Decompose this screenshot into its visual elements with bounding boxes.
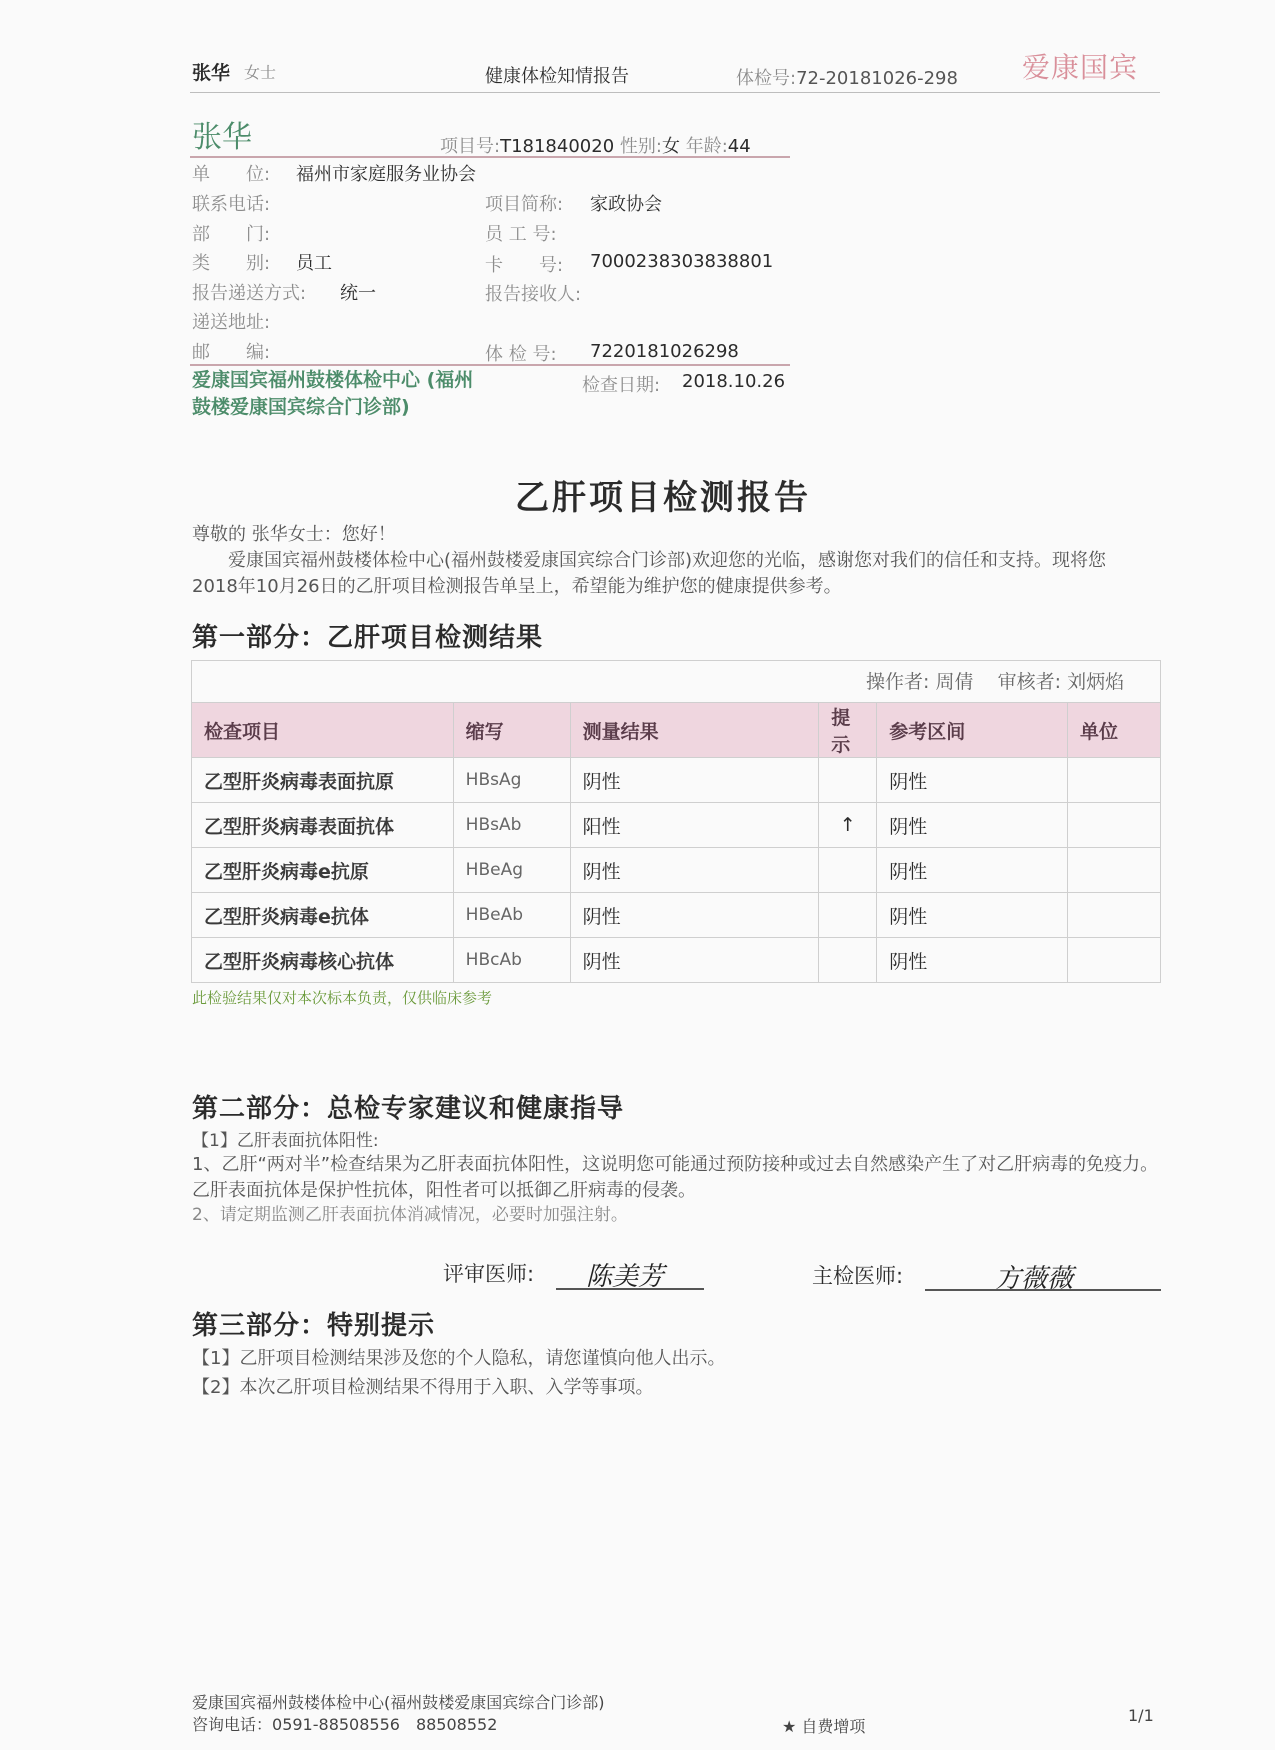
category-label: 类 别:	[192, 253, 271, 274]
card-no-label: 卡 号:	[485, 255, 564, 276]
header-exam-no	[736, 64, 958, 90]
table-row	[192, 848, 1161, 893]
col-ref: 参考区间	[877, 703, 1068, 758]
header-rule	[190, 92, 1160, 93]
row-hint-up-arrow: ↑	[819, 803, 877, 848]
operator-name: 周倩	[935, 671, 974, 693]
project-abbr-label: 项目简称:	[485, 194, 564, 215]
age: 44	[727, 136, 751, 157]
row-item: 乙型肝炎病毒核心抗体	[192, 938, 454, 983]
patient-name: 张华	[192, 120, 252, 155]
gender: 女	[661, 136, 680, 157]
section2-title: 第二部分：总检专家建议和健康指导	[192, 1094, 625, 1124]
unit-value: 福州市家庭服务业协会	[296, 164, 476, 185]
col-abbr: 缩写	[453, 703, 570, 758]
col-result: 测量结果	[570, 703, 819, 758]
exam-id-value: 7220181026298	[590, 341, 739, 362]
row-item: 乙型肝炎病毒表面抗原	[192, 758, 454, 803]
chief-doctor-label: 主检医师:	[812, 1264, 904, 1288]
table-header-row	[192, 703, 1161, 758]
reviewer-doctor-label: 评审医师:	[443, 1262, 535, 1286]
special-tip-1: 【1】乙肝项目检测结果涉及您的个人隐私，请您谨慎向他人出示。	[192, 1348, 726, 1369]
report-title: 乙肝项目检测报告	[515, 478, 811, 518]
greeting: 尊敬的 张华女士：您好！	[192, 524, 396, 545]
footer-center: 爱康国宾福州鼓楼体检中心(福州鼓楼爱康国宾综合门诊部)	[192, 1693, 605, 1712]
exam-id-label: 体 检 号:	[485, 344, 557, 365]
header-report-title: 健康体检知情报告	[485, 66, 629, 87]
row-abbr: HBeAg	[453, 848, 570, 893]
results-table	[191, 702, 1161, 983]
advice-heading: 【1】乙肝表面抗体阳性:	[192, 1131, 379, 1151]
row-result: 阳性	[570, 803, 819, 848]
table-row	[192, 893, 1161, 938]
reviewer-signature: 陈美芳	[586, 1262, 665, 1292]
reviewer-name: 刘炳焰	[1067, 671, 1125, 693]
row-abbr: HBsAb	[453, 803, 570, 848]
card-no-value: 7000238303838801	[590, 251, 774, 272]
page-number: 1/1	[1128, 1706, 1154, 1725]
row-unit	[1068, 848, 1161, 893]
patient-meta: 项目号:T181840020 性别:女 年龄:44	[440, 136, 751, 157]
brand-logo: 爱康国宾	[1022, 51, 1139, 84]
section1-title: 第一部分：乙肝项目检测结果	[192, 623, 544, 653]
header-salutation: 女士	[244, 63, 277, 82]
receiver-label: 报告接收人:	[485, 284, 582, 305]
table-row	[192, 758, 1161, 803]
row-unit	[1068, 938, 1161, 983]
row-result: 阴性	[570, 758, 819, 803]
delivery-value: 统一	[340, 283, 376, 304]
header-patient-name: 张华	[192, 62, 231, 84]
self-pay-note: ★ 自费增项	[782, 1717, 866, 1736]
delivery-label: 报告递送方式:	[192, 283, 307, 304]
col-unit: 单位	[1068, 703, 1161, 758]
row-unit	[1068, 758, 1161, 803]
patient-rule-top	[190, 156, 790, 158]
table-row	[192, 803, 1161, 848]
row-hint	[819, 848, 877, 893]
dept-label: 部 门:	[192, 224, 271, 245]
row-abbr: HBsAg	[453, 758, 570, 803]
chief-signature: 方薇薇	[995, 1264, 1074, 1294]
footer-phone-number: 0591-88508556 88508552	[272, 1715, 498, 1734]
intro-paragraph: 爱康国宾福州鼓楼体检中心(福州鼓楼爱康国宾综合门诊部)欢迎您的光临，感谢您对我们的信任和支持。现将您2018年10月26日的乙肝项目检测报告单呈上，希望能为维护您的健康提供参考。	[192, 550, 1107, 597]
row-ref: 阴性	[877, 758, 1068, 803]
row-item: 乙型肝炎病毒e抗体	[192, 893, 454, 938]
row-item: 乙型肝炎病毒表面抗体	[192, 803, 454, 848]
row-ref: 阴性	[877, 893, 1068, 938]
row-unit	[1068, 803, 1161, 848]
row-abbr: HBeAb	[453, 893, 570, 938]
phone-label: 联系电话:	[192, 194, 271, 215]
row-ref: 阴性	[877, 803, 1068, 848]
row-unit	[1068, 893, 1161, 938]
employee-no-label: 员 工 号:	[485, 224, 557, 245]
footer-phone: 咨询电话：0591-88508556 88508552	[192, 1715, 498, 1734]
address-label: 递送地址:	[192, 312, 271, 333]
postcode-label: 邮 编:	[192, 342, 271, 363]
section3-title: 第三部分：特别提示	[192, 1311, 436, 1341]
special-tip-2: 【2】本次乙肝项目检测结果不得用于入职、入学等事项。	[192, 1377, 654, 1398]
check-date-value: 2018.10.26	[682, 371, 786, 392]
header-exam-no-label: 体检号:	[736, 68, 797, 89]
row-abbr: HBcAb	[453, 938, 570, 983]
header-exam-no-value: 72-20181026-298	[796, 68, 958, 89]
disclaimer: 此检验结果仅对本次标本负责，仅供临床参考	[192, 989, 493, 1007]
advice-line-2: 2、请定期监测乙肝表面抗体消减情况，必要时加强注射。	[192, 1205, 628, 1225]
row-hint	[819, 893, 877, 938]
row-ref: 阴性	[877, 848, 1068, 893]
row-ref: 阴性	[877, 938, 1068, 983]
row-result: 阴性	[570, 938, 819, 983]
row-hint	[819, 758, 877, 803]
row-result: 阴性	[570, 848, 819, 893]
operator-info: 操作者: 周倩 审核者: 刘炳焰	[866, 671, 1125, 693]
table-row	[192, 938, 1161, 983]
col-item: 检查项目	[192, 703, 454, 758]
unit-label: 单 位:	[192, 164, 271, 185]
row-result: 阴性	[570, 893, 819, 938]
check-date-label: 检查日期:	[582, 375, 661, 396]
category-value: 员工	[296, 253, 332, 274]
row-item: 乙型肝炎病毒e抗原	[192, 848, 454, 893]
project-no: T181840020	[500, 136, 615, 157]
project-abbr-value: 家政协会	[590, 194, 662, 215]
col-hint: 提示	[819, 703, 877, 758]
row-hint	[819, 938, 877, 983]
center-name: 爱康国宾福州鼓楼体检中心 (福州鼓楼爱康国宾综合门诊部)	[192, 369, 474, 418]
advice-line-1: 1、乙肝“两对半”检查结果为乙肝表面抗体阳性，这说明您可能通过预防接种或过去自然感染产生了对乙肝病毒的免疫力。乙肝表面抗体是保护性抗体，阳性者可以抵御乙肝病毒的侵袭。	[192, 1154, 1159, 1201]
patient-rule-bottom	[190, 364, 790, 366]
